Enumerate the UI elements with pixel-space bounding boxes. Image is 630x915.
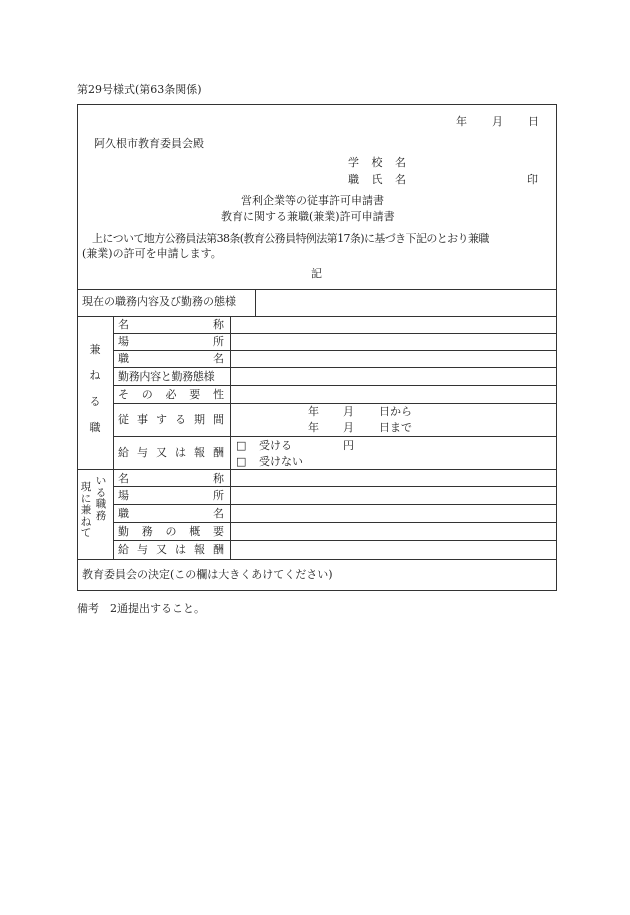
school-name-label: 学 校 名 bbox=[348, 156, 406, 169]
existing-summary-label: 勤 務 の 概 要 bbox=[118, 525, 224, 538]
title-2: 教育に関する兼職(兼業)許可申請書 bbox=[221, 210, 395, 223]
rule bbox=[113, 504, 556, 505]
rule bbox=[77, 469, 556, 470]
receive-label: 受ける bbox=[259, 439, 292, 452]
body-line-1: 上について地方公務員法第38条(教育公務員特例法第17条)に基づき下記のとおり兼職 bbox=[92, 232, 489, 245]
existing-job-label: 職 名 bbox=[118, 507, 224, 520]
rule bbox=[113, 350, 556, 351]
kaneru-job-label: 職 名 bbox=[118, 352, 224, 365]
kaneru-place-label: 場 所 bbox=[118, 335, 224, 348]
outer-right-border bbox=[556, 104, 557, 590]
rule bbox=[77, 559, 556, 560]
existing-group-col1: 現 に 兼 ね て bbox=[80, 481, 92, 540]
receive-checkbox[interactable]: □ bbox=[236, 439, 247, 452]
seal-mark: 印 bbox=[527, 173, 538, 186]
addressee: 阿久根市教育委員会殿 bbox=[94, 137, 204, 150]
rule bbox=[113, 367, 556, 368]
rule bbox=[113, 486, 556, 487]
rule bbox=[255, 289, 256, 316]
outer-left-border bbox=[77, 104, 78, 590]
period-from-month: 月 bbox=[343, 405, 354, 418]
rule bbox=[113, 522, 556, 523]
kaneru-necessity-label: そ の 必 要 性 bbox=[118, 388, 224, 401]
date-day: 日 bbox=[528, 115, 539, 128]
outer-top-border bbox=[77, 104, 556, 105]
outer-bottom-border bbox=[77, 590, 557, 591]
rule bbox=[113, 403, 556, 404]
date-year: 年 bbox=[456, 115, 467, 128]
rule bbox=[113, 436, 556, 437]
kaneru-period-label: 従 事 す る 期 間 bbox=[118, 413, 224, 426]
date-month: 月 bbox=[492, 115, 503, 128]
body-line-2: (兼業)の許可を申請します。 bbox=[82, 247, 222, 260]
existing-place-label: 場 所 bbox=[118, 489, 224, 502]
period-from-day: 日から bbox=[379, 405, 412, 418]
rule bbox=[113, 540, 556, 541]
position-name-label: 職 氏 名 bbox=[348, 173, 406, 186]
period-to-month: 月 bbox=[343, 421, 354, 434]
form-number: 第29号様式(第63条関係) bbox=[77, 83, 202, 96]
note: 備考 2通提出すること。 bbox=[77, 602, 205, 615]
rule bbox=[77, 289, 556, 290]
title-1: 営利企業等の従事許可申請書 bbox=[241, 194, 384, 207]
rule bbox=[113, 385, 556, 386]
ki-mark: 記 bbox=[311, 267, 322, 280]
decision-label: 教育委員会の決定(この欄は大きくあけてください) bbox=[82, 568, 333, 581]
kaneru-group-label: 兼 ね る 職 bbox=[89, 343, 101, 434]
period-from-year: 年 bbox=[308, 405, 319, 418]
existing-pay-label: 給 与 又 は 報 酬 bbox=[118, 543, 224, 556]
period-to-day: 日まで bbox=[379, 421, 412, 434]
current-duty-label: 現在の職務内容及び勤務の態様 bbox=[82, 295, 236, 308]
existing-group-col2: い る 職 務 bbox=[95, 475, 107, 522]
no-receive-checkbox[interactable]: □ bbox=[236, 455, 247, 468]
rule bbox=[77, 316, 556, 317]
kaneru-name-label: 名 称 bbox=[118, 318, 224, 331]
existing-name-label: 名 称 bbox=[118, 472, 224, 485]
yen-label: 円 bbox=[343, 439, 354, 452]
kaneru-content-label: 勤務内容と勤務態様 bbox=[118, 370, 215, 383]
kaneru-pay-label: 給 与 又 は 報 酬 bbox=[118, 446, 224, 459]
no-receive-label: 受けない bbox=[259, 455, 303, 468]
rule bbox=[113, 333, 556, 334]
period-to-year: 年 bbox=[308, 421, 319, 434]
